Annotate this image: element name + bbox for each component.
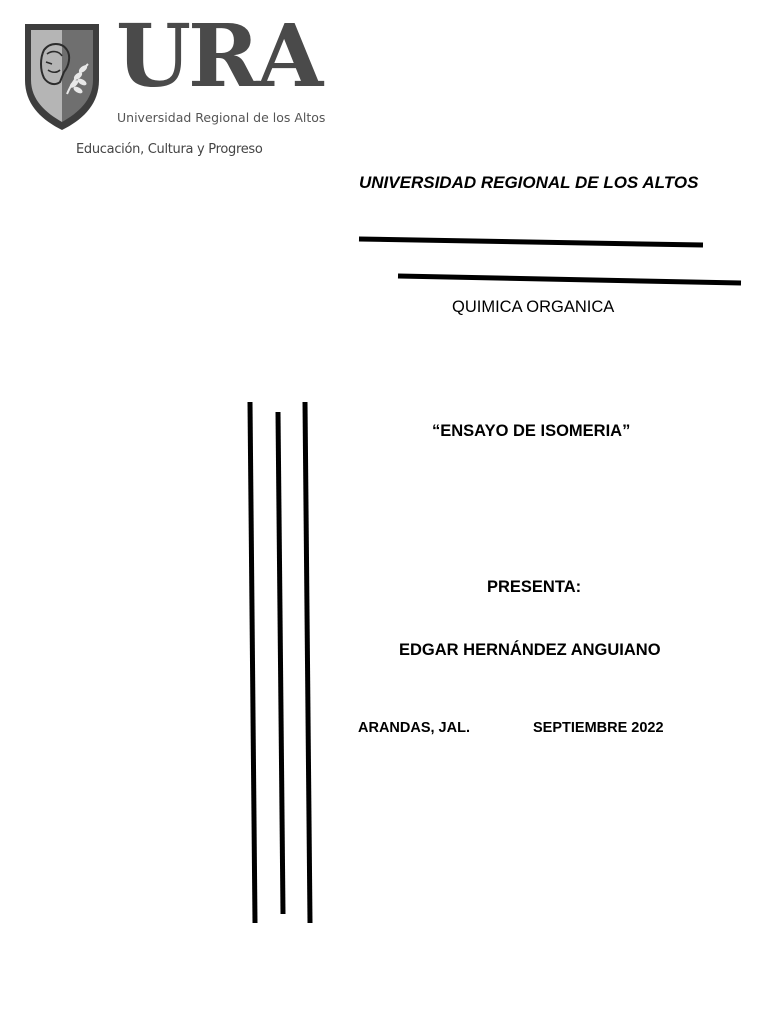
top-rule-2	[398, 276, 741, 283]
university-title: UNIVERSIDAD REGIONAL DE LOS ALTOS	[359, 173, 699, 192]
vertical-rule-3	[305, 402, 310, 923]
top-rule-1	[359, 239, 703, 245]
date: SEPTIEMBRE 2022	[533, 720, 664, 736]
place: ARANDAS, JAL.	[358, 720, 470, 736]
logo-university-name: Universidad Regional de los Altos	[117, 110, 326, 125]
lion-shield-icon	[22, 20, 102, 132]
university-logo	[22, 6, 326, 165]
vertical-rule-2	[278, 412, 283, 914]
course-name: QUIMICA ORGANICA	[452, 298, 615, 316]
author-name: EDGAR HERNÁNDEZ ANGUIANO	[399, 641, 661, 659]
presents-label: PRESENTA:	[487, 578, 582, 596]
logo-wordmark: URA	[116, 6, 321, 107]
essay-title: “ENSAYO DE ISOMERIA”	[432, 422, 631, 440]
logo-motto: Educación, Cultura y Progreso	[76, 142, 263, 157]
vertical-rule-1	[250, 402, 255, 923]
